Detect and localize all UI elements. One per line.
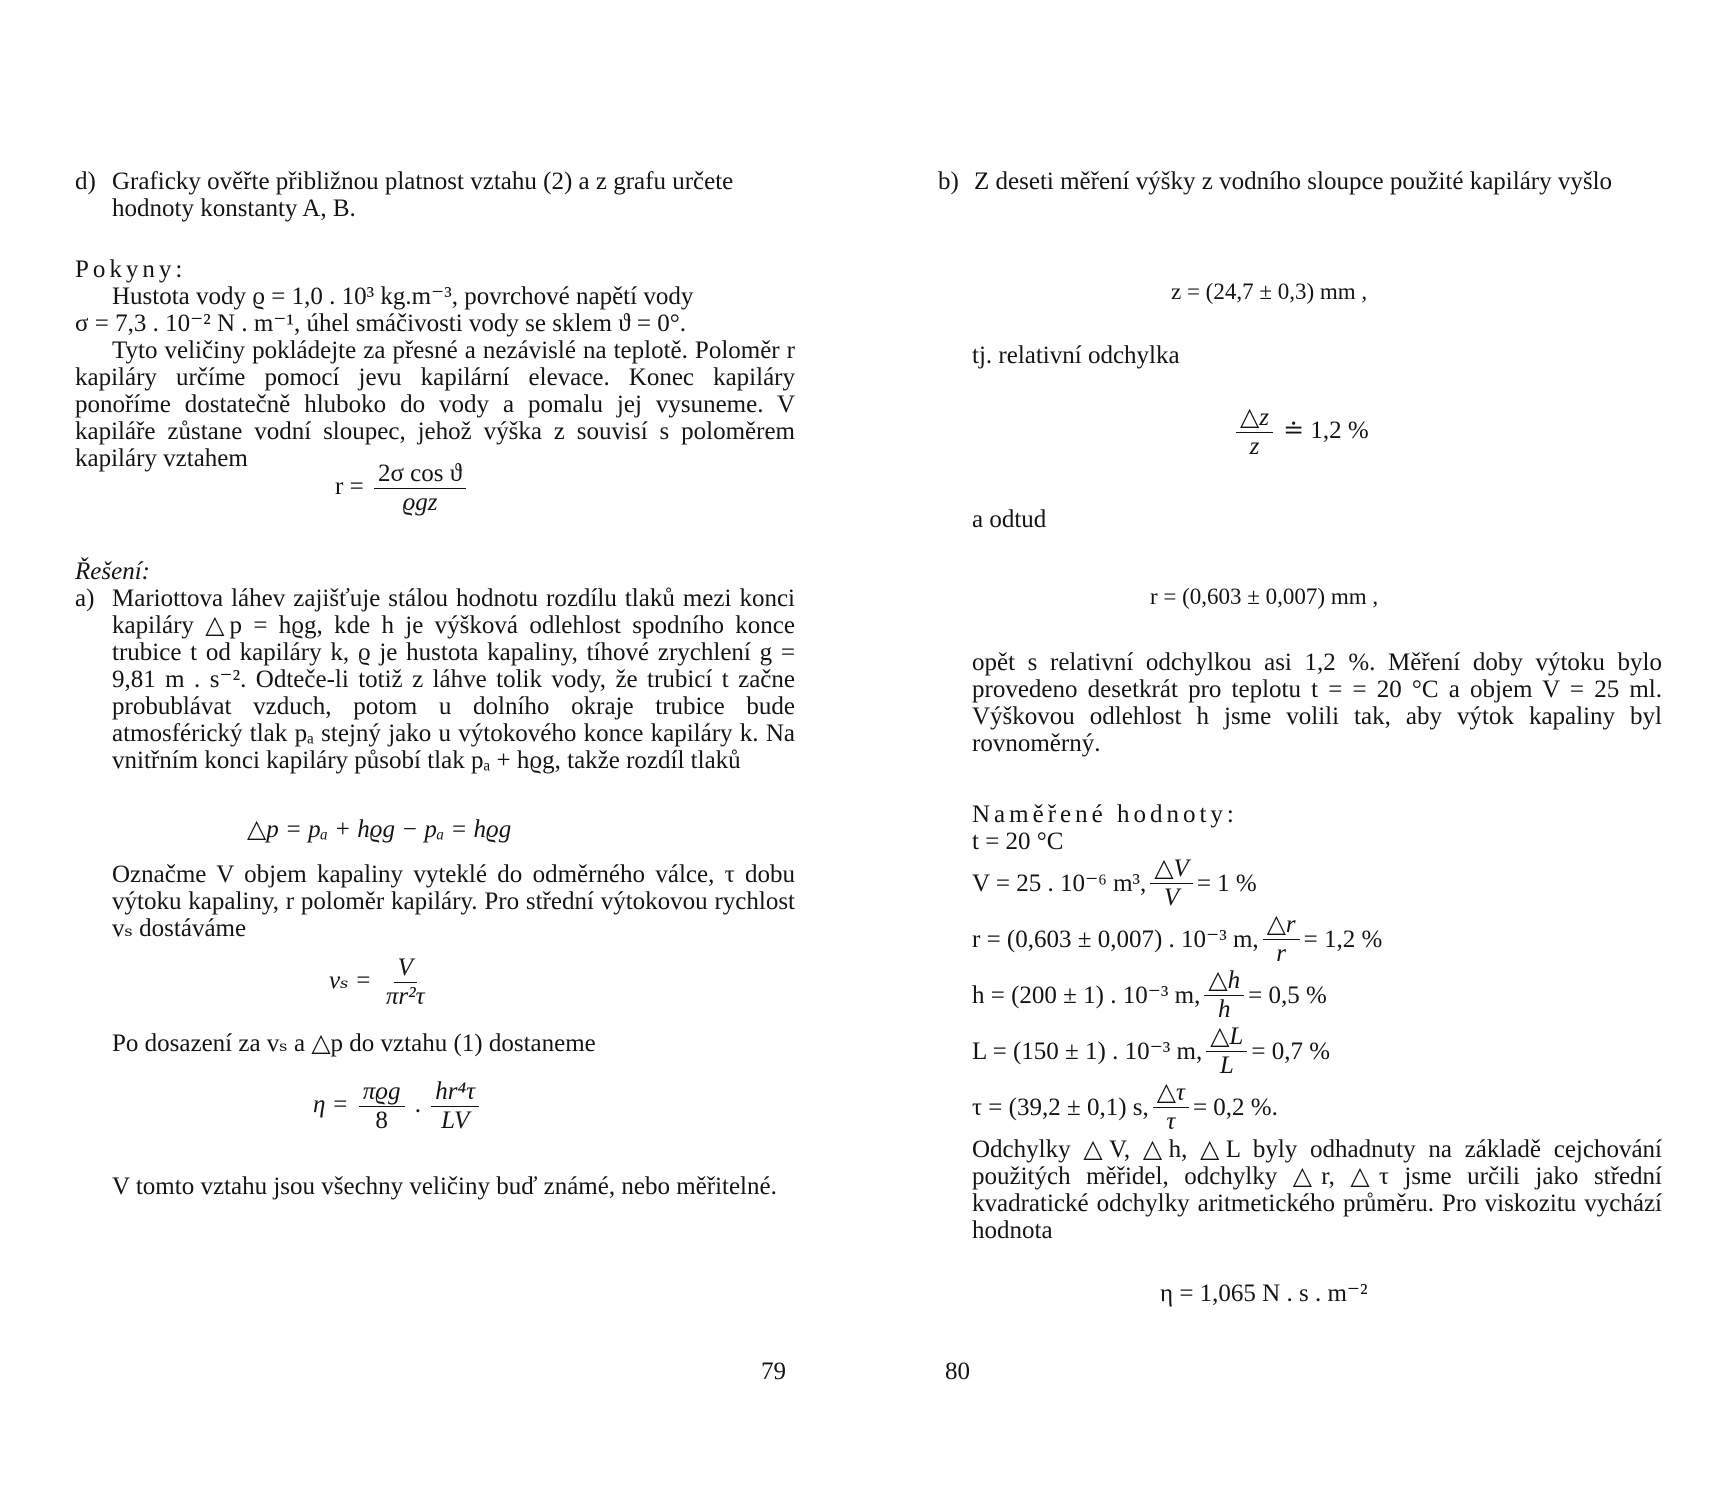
formula-r2: r = (0,603 ± 0,007) mm , [1150, 584, 1379, 609]
measurement-v-numerator: △V [1150, 855, 1193, 884]
measurement-tau [972, 1079, 1662, 1135]
measurement-r [972, 911, 1662, 967]
formula-vs-numerator: V [394, 954, 417, 983]
formula-rel-denominator: z [1249, 433, 1260, 460]
measurement-h-fraction [1204, 967, 1244, 1024]
item-a-text: Mariottova láhev zajišťuje stálou hodnotu rozdílu tlaků mezi konci kapiláry △p = hϱg, kde h je výšková odlehlost spodního konce trubice t od kapiláry k, ϱ je hustota kapaliny, tíhové zrychlení g = 9,81 m . s⁻². Odteče-li totiž z láhve tolik vody, že trubicí t začne probublávat vzduch, potom u dolního okraje trubice bude atmosférický tlak pₐ stejný jako u výtokového konce kapiláry k. Na vnitřním konci kapiláry působí tlak pₐ + hϱg, takže rozdíl tlaků [112, 585, 795, 774]
formula-vs-fraction [382, 954, 429, 1011]
para-odchylky: Odchylky △V, △h, △L byly odhadnuty na základě cejchování použitých měřidel, odchylky △r, △τ jsme určili jako střední kvadratické odchylky aritmetického průměru. Pro viskozitu vychází hodnota [972, 1136, 1662, 1244]
measurement-r-denominator: r [1276, 939, 1287, 967]
measurement-r-fraction [1263, 911, 1300, 968]
formula-rel-fraction [1236, 404, 1273, 461]
formula-eta [313, 1078, 483, 1135]
measurement-r-text: r = (0,603 ± 0,007) . 10⁻³ m, [972, 925, 1259, 953]
measurement-l-rhs: = 0,7 % [1251, 1037, 1331, 1065]
measurement-v-fraction [1150, 855, 1193, 912]
measurement-tau-fraction [1153, 1079, 1189, 1136]
formula-dp: △p = pₐ + hϱg − pₐ = hϱg [247, 816, 512, 843]
formula-vs-lhs: vₛ = [329, 967, 372, 995]
item-b [938, 168, 1658, 195]
pokyny-heading: Pokyny: [75, 256, 187, 283]
measurement-h-numerator: △h [1204, 967, 1244, 996]
measurement-r-rhs: = 1,2 % [1303, 925, 1383, 953]
pokyny-line-2: σ = 7,3 . 10⁻² N . m⁻¹, úhel smáčivosti vody se sklem ϑ = 0°. [75, 310, 686, 337]
formula-r-lhs: r = [335, 473, 364, 501]
measurement-h [972, 967, 1662, 1023]
para-opet: opět s relativní odchylkou asi 1,2 %. Měření doby výtoku bylo provedeno desetkrát pro teplotu t = = 20 °C a objem V = 25 ml. Výškovou odlehlost h jsme volili tak, aby výtok kapaliny byl rovnoměrný. [972, 649, 1662, 757]
tj-line: tj. relativní odchylka [972, 342, 1180, 369]
measurement-tau-text: τ = (39,2 ± 0,1) s, [972, 1093, 1149, 1121]
measurement-v-denominator: V [1163, 883, 1180, 911]
formula-rel [1232, 404, 1369, 461]
formula-eta-denominator-1: 8 [375, 1107, 388, 1134]
formula-r-fraction [374, 460, 466, 517]
formula-eta-numerator-2: hr⁴τ [431, 1078, 479, 1107]
formula-r-numerator: 2σ cos ϑ [374, 460, 466, 489]
measurement-l-denominator: L [1219, 1051, 1234, 1079]
measurement-l-numerator: △L [1206, 1023, 1247, 1052]
measurement-h-rhs: = 0,5 % [1248, 981, 1327, 1009]
namerene-heading: Naměřené hodnoty: [972, 801, 1238, 828]
measurement-tau-denominator: τ [1166, 1107, 1176, 1135]
item-d-text: Graficky ověřte přibližnou platnost vztahu (2) a z grafu určete hodnoty konstanty A, B. [112, 168, 734, 222]
formula-r [335, 460, 470, 517]
measurement-h-text: h = (200 ± 1) . 10⁻³ m, [972, 981, 1201, 1009]
formula-eta-numerator-1: πϱg [359, 1078, 405, 1107]
measurement-h-denominator: h [1217, 995, 1231, 1023]
reseni-heading: Řešení: [75, 558, 150, 585]
item-b-text: Z deseti měření výšky z vodního sloupce použité kapiláry vyšlo [974, 168, 1613, 195]
para-final: V tomto vztahu jsou všechny veličiny buď známé, nebo měřitelné. [112, 1173, 777, 1200]
item-d [75, 168, 795, 222]
item-b-label: b) [938, 168, 959, 195]
formula-r-denominator: ϱgz [402, 489, 438, 516]
measurement-r-numerator: △r [1263, 911, 1300, 940]
item-d-label: d) [75, 168, 96, 195]
measurement-v [972, 855, 1662, 911]
formula-vs [329, 954, 433, 1011]
measurement-tau-numerator: △τ [1153, 1079, 1189, 1108]
measurements-list [972, 828, 1662, 1135]
a-odtud: a odtud [972, 506, 1047, 533]
page-number-right: 80 [945, 1358, 970, 1385]
item-a-label: a) [75, 585, 95, 612]
para-dosazeni: Po dosazení za vₛ a △p do vztahu (1) dostaneme [112, 1030, 596, 1057]
measurement-l-text: L = (150 ± 1) . 10⁻³ m, [972, 1037, 1203, 1065]
formula-eta-dot: . [414, 1091, 421, 1119]
para-oznacme: Označme V objem kapaliny vyteklé do odměrného válce, τ dobu výtoku kapaliny, r poloměr kapiláry. Pro střední výtokovou rychlost vₛ dostáváme [112, 861, 795, 942]
item-a [75, 585, 795, 774]
formula-rel-numerator: △z [1236, 404, 1273, 433]
formula-eta-lhs: η = [313, 1091, 349, 1119]
formula-rel-rhs: ≐ 1,2 % [1283, 417, 1369, 445]
page-number-left: 79 [761, 1358, 786, 1385]
measurement-l [972, 1023, 1662, 1079]
formula-eta-value: η = 1,065 N . s . m⁻² [1160, 1280, 1368, 1307]
pokyny-body: Tyto veličiny pokládejte za přesné a nezávislé na teplotě. Poloměr r kapiláry určíme pomocí jevu kapilární elevace. Konec kapiláry ponoříme dostatečně hluboko do vody a pomalu jej vysuneme. V kapiláře zůstane vodní sloupec, jehož výška z souvisí s poloměrem kapiláry vztahem [75, 337, 795, 472]
formula-z: z = (24,7 ± 0,3) mm , [1171, 279, 1368, 304]
measurement-v-rhs: = 1 % [1196, 869, 1257, 897]
formula-eta-denominator-2: LV [441, 1107, 470, 1134]
formula-vs-denominator: πr²τ [385, 983, 425, 1010]
measurement-l-fraction [1206, 1023, 1247, 1080]
measurement-t: t = 20 °C [972, 828, 1064, 855]
measurement-tau-rhs: = 0,2 %. [1192, 1093, 1278, 1121]
pokyny-line-1: Hustota vody ϱ = 1,0 . 10³ kg.m⁻³, povrchové napětí vody [112, 283, 694, 310]
formula-eta-fraction-1 [359, 1078, 405, 1135]
measurement-v-text: V = 25 . 10⁻⁶ m³, [972, 869, 1147, 897]
formula-eta-fraction-2 [431, 1078, 479, 1135]
